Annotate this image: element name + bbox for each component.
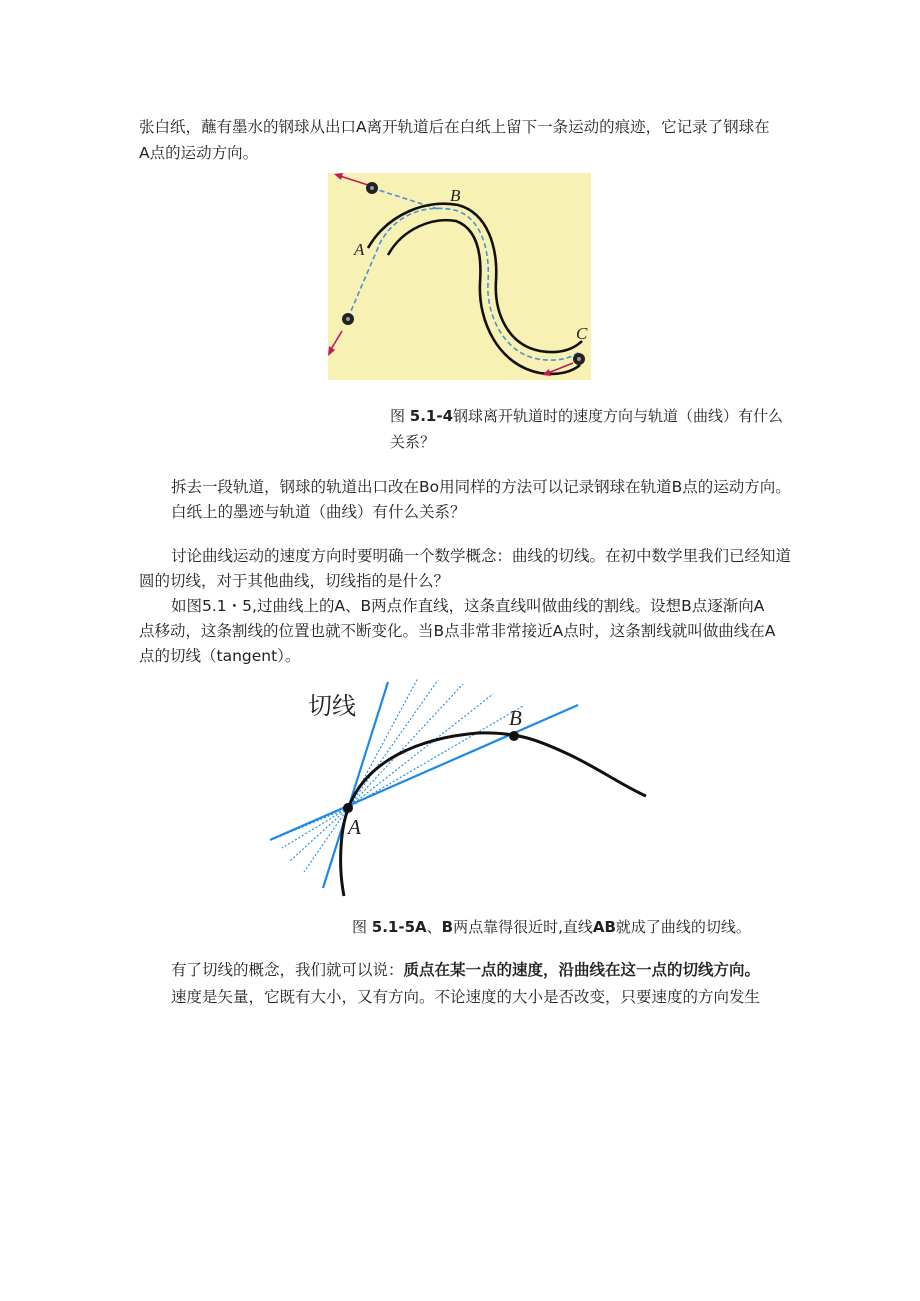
figure2-caption	[352, 914, 751, 940]
caption-number: 5.1-4	[409, 407, 454, 425]
para1-line2: A点的运动方向。	[139, 144, 259, 162]
figure-tangent-diagram	[268, 676, 658, 906]
figure1-caption-line2: 关系？	[390, 433, 436, 451]
para4-line3: 点的切线（tangent）。	[139, 647, 301, 665]
para1-line1: 张白纸，蘸有墨水的钢球从出口A离开轨道后在白纸上留下一条运动的痕迹，它记录了钢球在	[139, 118, 770, 136]
caption-prefix: 图	[352, 918, 372, 936]
label-a: A	[354, 240, 365, 259]
label-point-b: B	[509, 706, 522, 730]
point-b	[509, 731, 519, 741]
label-c: C	[576, 324, 588, 343]
para5-line2: 速度是矢量，它既有大小，又有方向。不论速度的大小是否改变，只要速度的方向发生	[171, 988, 761, 1006]
caption-ab: AB	[592, 918, 616, 936]
para5-normal: 有了切线的概念，我们就可以说：	[171, 961, 404, 979]
caption-number: 5.1-5A	[371, 918, 427, 936]
para2-line1: 拆去一段轨道，钢球的轨道出口改在Bo用同样的方法可以记录钢球在轨道B点的运动方向。	[171, 478, 791, 496]
point-a	[343, 803, 353, 813]
para5-line1	[171, 959, 760, 981]
label-b: B	[450, 186, 461, 205]
label-tangent: 切线	[308, 692, 356, 720]
figure-steel-ball-track	[328, 173, 591, 380]
para3-line1: 讨论曲线运动的速度方向时要明确一个数学概念：曲线的切线。在初中数学里我们已经知道	[171, 547, 792, 565]
caption-b: B	[441, 918, 454, 936]
para2-line2: 白纸上的墨迹与轨道（曲线）有什么关系？	[171, 503, 466, 521]
label-point-a: A	[348, 815, 361, 839]
para5-bold: 质点在某一点的速度，沿曲线在这一点的切线方向。	[403, 961, 761, 979]
para4-line1: 如图5.1・5,过曲线上的A、B两点作直线，这条直线叫做曲线的割线。设想B点逐渐向A	[171, 597, 765, 615]
para4-line2: 点移动，这条割线的位置也就不断变化。当B点非常非常接近A点时，这条割线就叫做曲线在A	[139, 622, 776, 640]
caption-separator: 、	[426, 918, 442, 936]
caption-prefix: 图	[390, 407, 410, 425]
curve	[341, 733, 646, 896]
para3-line2: 圆的切线，对于其他曲线，切线指的是什么？	[139, 572, 450, 590]
caption-text: 钢球离开轨道时的速度方向与轨道（曲线）有什么	[453, 407, 784, 425]
figure1-caption-line1	[390, 403, 783, 429]
caption-text2: 就成了曲线的切线。	[615, 918, 751, 936]
caption-text1: 两点靠得很近时,直线	[453, 918, 593, 936]
